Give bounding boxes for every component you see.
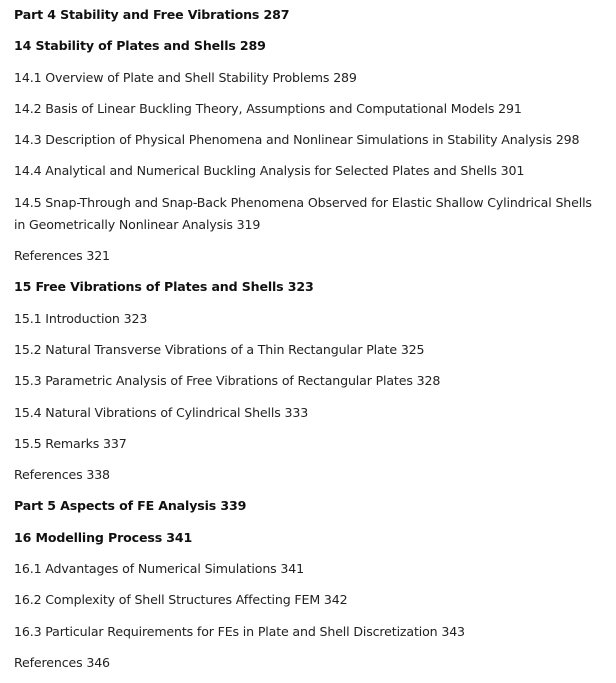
section-entry: 16.2 Complexity of Shell Structures Affecting FEM 342 [14,592,348,608]
part-heading: Part 5 Aspects of FE Analysis 339 [14,498,247,514]
section-entry: 15.1 Introduction 323 [14,310,148,326]
references-entry: References 321 [14,248,110,264]
chapter-heading: 14 Stability of Plates and Shells 289 [14,38,266,54]
section-entry: 14.4 Analytical and Numerical Buckling Analysis for Selected Plates and Shells 301 [14,163,525,179]
section-entry: 15.4 Natural Vibrations of Cylindrical Shells 333 [14,404,309,420]
section-entry: 15.5 Remarks 337 [14,435,127,451]
section-entry: 16.3 Particular Requirements for FEs in Plate and Shell Discretization 343 [14,623,465,639]
section-entry: 14.5 Snap-Through and Snap-Back Phenomena Observed for Elastic Shallow Cylindrical Shells in Geometrically Nonlinear Analysis 319 [14,194,592,232]
references-entry: References 346 [14,654,110,670]
section-entry: 16.1 Advantages of Numerical Simulations 341 [14,561,305,577]
chapter-heading: 16 Modelling Process 341 [14,529,193,545]
table-of-contents [14,4,606,683]
section-entry: 15.3 Parametric Analysis of Free Vibrations of Rectangular Plates 328 [14,373,441,389]
references-entry: References 338 [14,467,110,483]
section-entry: 15.2 Natural Transverse Vibrations of a Thin Rectangular Plate 325 [14,341,425,357]
part-heading: Part 4 Stability and Free Vibrations 287 [14,7,290,22]
section-entry: 14.2 Basis of Linear Buckling Theory, Assumptions and Computational Models 291 [14,100,522,116]
chapter-heading: 15 Free Vibrations of Plates and Shells 323 [14,279,314,295]
section-entry: 14.3 Description of Physical Phenomena and Nonlinear Simulations in Stability Analysis 298 [14,132,580,148]
section-entry: 14.1 Overview of Plate and Shell Stability Problems 289 [14,69,357,85]
